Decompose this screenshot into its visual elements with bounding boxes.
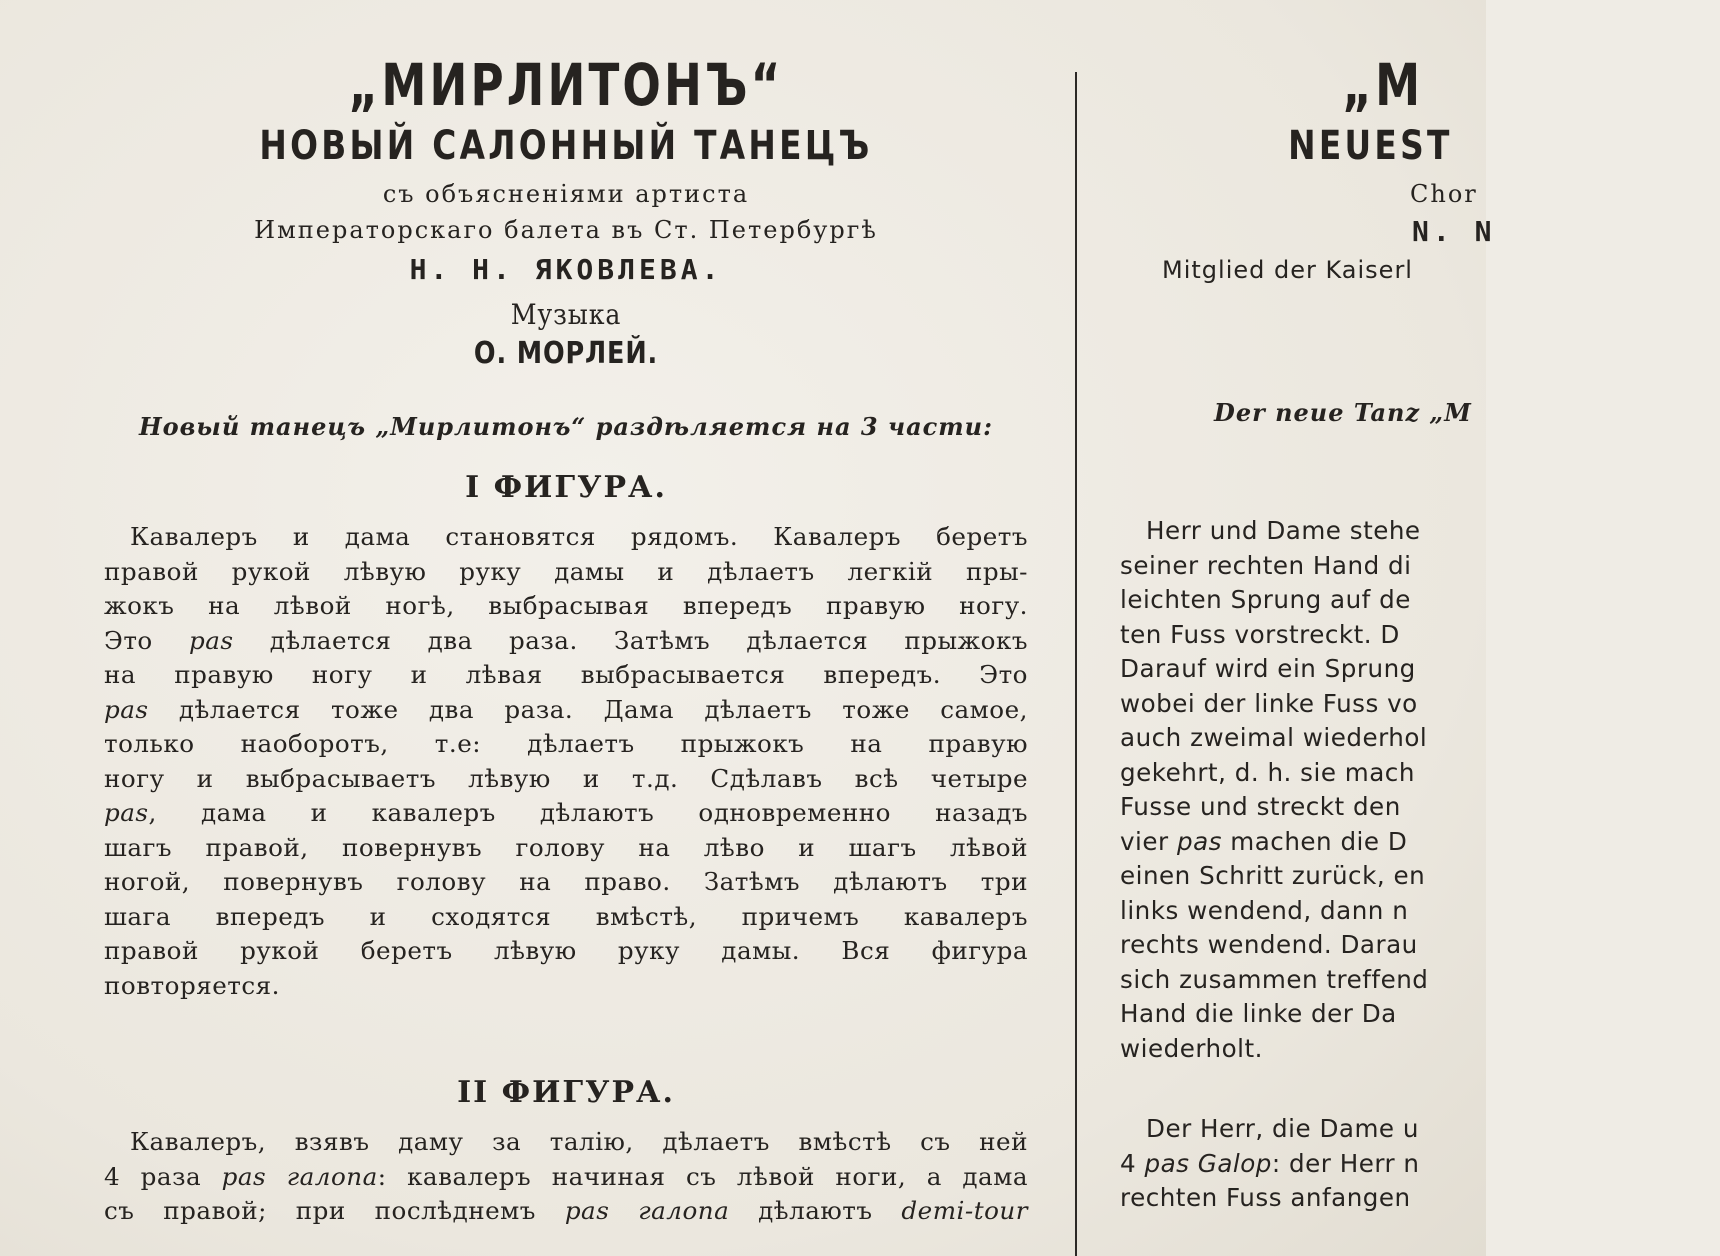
german-title: „М (1342, 51, 1424, 119)
text-line: Darauf wird ein Sprung (1120, 654, 1416, 683)
intro-line: Новый танецъ „Мирлитонъ“ раздѣляется на 3 части: (138, 412, 993, 441)
german-intro: Der neue Tanz „M (1214, 398, 1472, 427)
text-line: wobei der linke Fuss vo (1120, 688, 1418, 718)
text-line: ten Fuss vorstreckt. D (1120, 619, 1400, 649)
text-line: правой рукой беретъ лѣвую руку дамы. Вся фигура (104, 936, 1028, 965)
text-line: Der Herr, die Dame u (1146, 1114, 1419, 1143)
text-line: правой рукой лѣвую руку дамы и дѣлаетъ легкiй пры- (104, 556, 1028, 586)
dance-title: „МИРЛИТОНЪ“ (348, 51, 784, 119)
text-line: pas дѣлается тоже два раза. Дама дѣлаетъ тоже самое, (104, 694, 1028, 724)
text-line: wiederholt. (1120, 1033, 1263, 1063)
text-line: links wendend, dann n (1120, 895, 1409, 925)
text-line: Herr und Dame stehe (1146, 516, 1421, 545)
text-line: sich zusammen treffend (1120, 964, 1429, 994)
german-chor-line: Chor (1410, 180, 1478, 208)
text-line: auch zweimal wiederhol (1120, 723, 1428, 752)
text-line: rechten Fuss anfangen (1120, 1183, 1411, 1212)
text-line: 4 pas Galop: der Herr n (1120, 1148, 1420, 1178)
text-line: rechts wendend. Darau (1120, 930, 1418, 959)
text-line: Кавалеръ и дама становятся рядомъ. Кавалеръ беретъ (130, 522, 1028, 551)
figure-1-text (104, 520, 1028, 1003)
dance-subtitle: НОВЫЙ САЛОННЫЙ ТАНЕЦЪ (259, 123, 873, 169)
author-name: Н. Н. ЯКОВЛЕВА. (409, 253, 723, 286)
text-line: Это pas дѣлается два раза. Затѣмъ дѣлается прыжокъ (104, 625, 1028, 655)
text-line: pas, дама и кавалеръ дѣлаютъ одновременно назадъ (104, 798, 1028, 827)
figure-2-heading: II ФИГУРА. (457, 1075, 675, 1110)
text-line: Fusse und streckt den (1120, 792, 1401, 821)
text-line: жокъ на лѣвой ногѣ, выбрасывая впередъ правую ногу. (104, 591, 1028, 620)
text-line: Кавалеръ, взявъ даму за талiю, дѣлаетъ вмѣстѣ съ ней (130, 1127, 1028, 1156)
text-line: gekehrt, d. h. sie mach (1120, 757, 1415, 787)
text-line: шага впередъ и сходятся вмѣстѣ, причемъ кавалеръ (104, 901, 1028, 931)
text-line: съ правой; при послѣднемъ pas галопа дѣлаютъ demi-tour (104, 1196, 1029, 1225)
text-line: 4 раза pas галопа: кавалеръ начиная съ лѣвой ноги, а дама (104, 1161, 1029, 1191)
explain-line-2: Императорскаго балета въ Ст. Петербургѣ (254, 216, 878, 244)
text-line: einen Schritt zurück, en (1120, 861, 1426, 890)
figure-2-text (104, 1125, 1028, 1229)
russian-column (104, 40, 1028, 1229)
composer-name: О. МОРЛЕЙ. (473, 336, 659, 371)
text-line: vier pas machen die D (1120, 826, 1408, 856)
german-figure-1-text (1120, 514, 1720, 1066)
text-line: seiner rechten Hand di (1120, 550, 1412, 580)
text-line: ногой, повернувъ голову на право. Затѣмъ дѣлаютъ три (104, 867, 1028, 896)
german-figure-2-text (1120, 1112, 1720, 1216)
text-line: на правую ногу и лѣвая выбрасывается впередъ. Это (104, 660, 1028, 689)
text-line: только наоборотъ, т.е: дѣлаетъ прыжокъ на правую (104, 729, 1028, 758)
german-author: N. N (1412, 215, 1496, 248)
text-line: Hand die linke der Da (1120, 999, 1397, 1028)
music-label: Музыка (510, 298, 622, 331)
column-divider (1075, 72, 1077, 1256)
german-mitglied-line: Mitglied der Kaiserl (1162, 256, 1413, 284)
text-line: leichten Sprung auf de (1120, 585, 1411, 614)
explain-line-1: съ объясненiями артиста (382, 180, 750, 208)
german-subtitle: NEUEST (1288, 123, 1453, 169)
text-line: повторяется. (104, 970, 280, 1000)
german-column (1120, 40, 1720, 1216)
text-line: ногу и выбрасываетъ лѣвую и т.д. Сдѣлавъ всѣ четыре (104, 763, 1028, 793)
figure-1-heading: I ФИГУРА. (465, 470, 667, 505)
text-line: шагъ правой, повернувъ голову на лѣво и шагъ лѣвой (104, 832, 1028, 862)
